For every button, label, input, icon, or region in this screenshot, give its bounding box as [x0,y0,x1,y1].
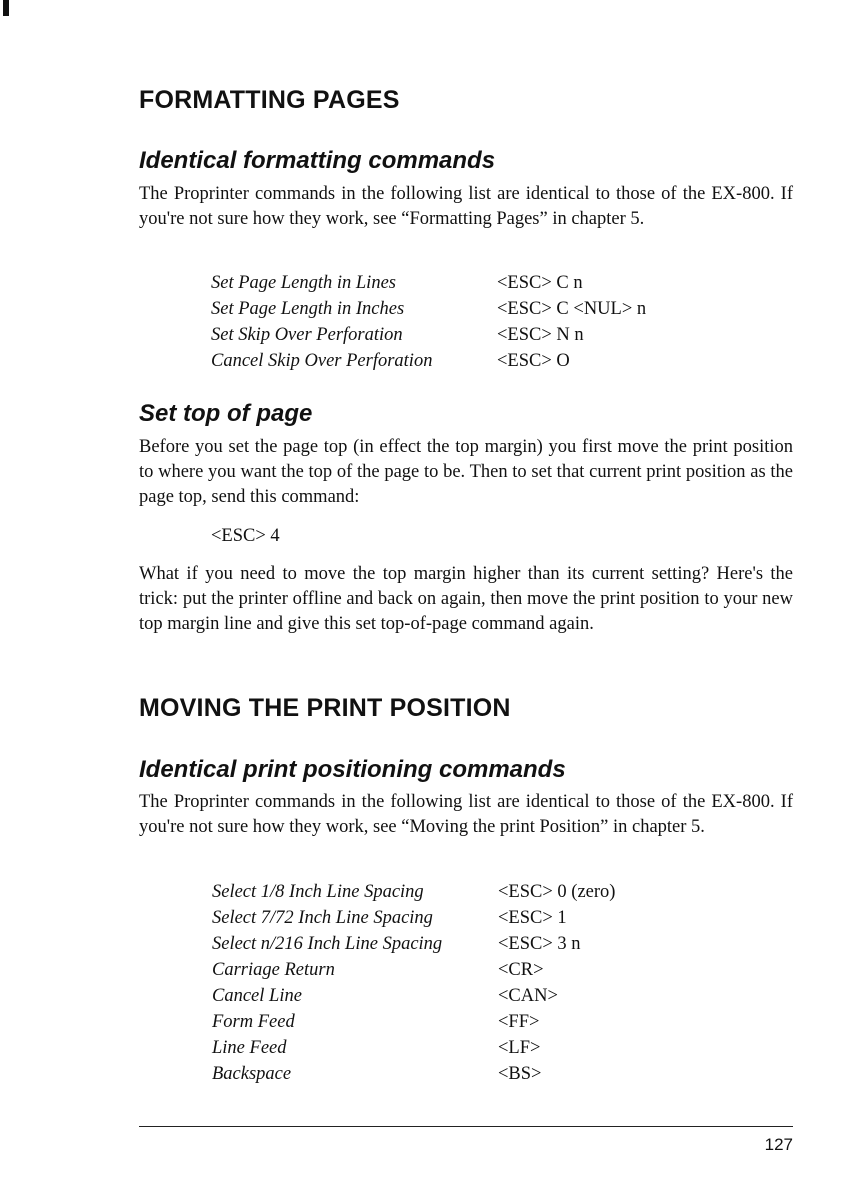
command-name: Backspace [212,1064,292,1084]
subsection-heading-identical-positioning: Identical print positioning commands [139,756,566,783]
footer-rule [139,1126,793,1127]
command-row [212,931,615,957]
command-name: Cancel Skip Over Perforation [211,351,433,371]
scan-corner-mark [3,0,9,16]
command-name: Set Skip Over Perforation [211,325,403,345]
command-code: <ESC> 3 n [498,934,581,954]
command-name: Line Feed [212,1038,287,1058]
command-code: <ESC> 1 [498,908,567,928]
command-name: Set Page Length in Lines [211,273,396,293]
command-code: <FF> [498,1012,540,1032]
positioning-commands-table [212,879,615,1087]
command-row [211,348,646,374]
command-row [211,296,646,322]
page-number: 127 [764,1135,793,1154]
command-name: Cancel Line [212,986,302,1006]
subsection-heading-identical-formatting: Identical formatting commands [139,147,496,174]
command-name: Carriage Return [212,960,335,980]
paragraph-top-of-page-followup: What if you need to move the top margin higher than its current setting? Here's the trick: put the printer offline and back on again, then move the print position to your new top margin line and give this set top-of-page command again. [139,564,793,634]
command-row [212,983,615,1009]
command-row [212,1035,615,1061]
command-code: <BS> [498,1064,542,1084]
command-row [212,1009,615,1035]
command-row [212,905,615,931]
command-name: Form Feed [212,1012,295,1032]
command-code: <ESC> N n [497,325,584,345]
section-heading-moving-print-position: MOVING THE PRINT POSITION [139,694,511,722]
command-code: <ESC> C <NUL> n [497,299,647,319]
command-row [212,879,615,905]
paragraph-formatting-intro: The Proprinter commands in the following list are identical to those of the EX-800. If you're not sure how they work, see “Formatting Pages” in chapter 5. [139,184,793,229]
command-name: Select 1/8 Inch Line Spacing [212,882,424,902]
command-code: <CR> [498,960,544,980]
command-code: <ESC> O [497,351,570,371]
formatting-commands-table [211,270,646,374]
top-of-page-command-code: <ESC> 4 [211,526,280,546]
command-name: Set Page Length in Inches [211,299,405,319]
paragraph-positioning-intro: The Proprinter commands in the following list are identical to those of the EX-800. If you're not sure how they work, see “Moving the print Position” in chapter 5. [139,792,793,837]
command-row [211,270,646,296]
command-code: <CAN> [498,986,558,1006]
command-code: <ESC> 0 (zero) [498,882,616,902]
section-heading-formatting-pages: FORMATTING PAGES [139,86,400,114]
paragraph-top-of-page-intro: Before you set the page top (in effect the top margin) you first move the print position to where you want the top of the page to be. Then to set that current print position as the page top, send this command: [139,437,793,507]
command-name: Select n/216 Inch Line Spacing [212,934,443,954]
command-code: <ESC> C n [497,273,583,293]
subsection-heading-set-top-of-page: Set top of page [139,400,313,427]
command-row [212,957,615,983]
command-row [212,1061,615,1087]
command-row [211,322,646,348]
command-code: <LF> [498,1038,541,1058]
command-name: Select 7/72 Inch Line Spacing [212,908,433,928]
